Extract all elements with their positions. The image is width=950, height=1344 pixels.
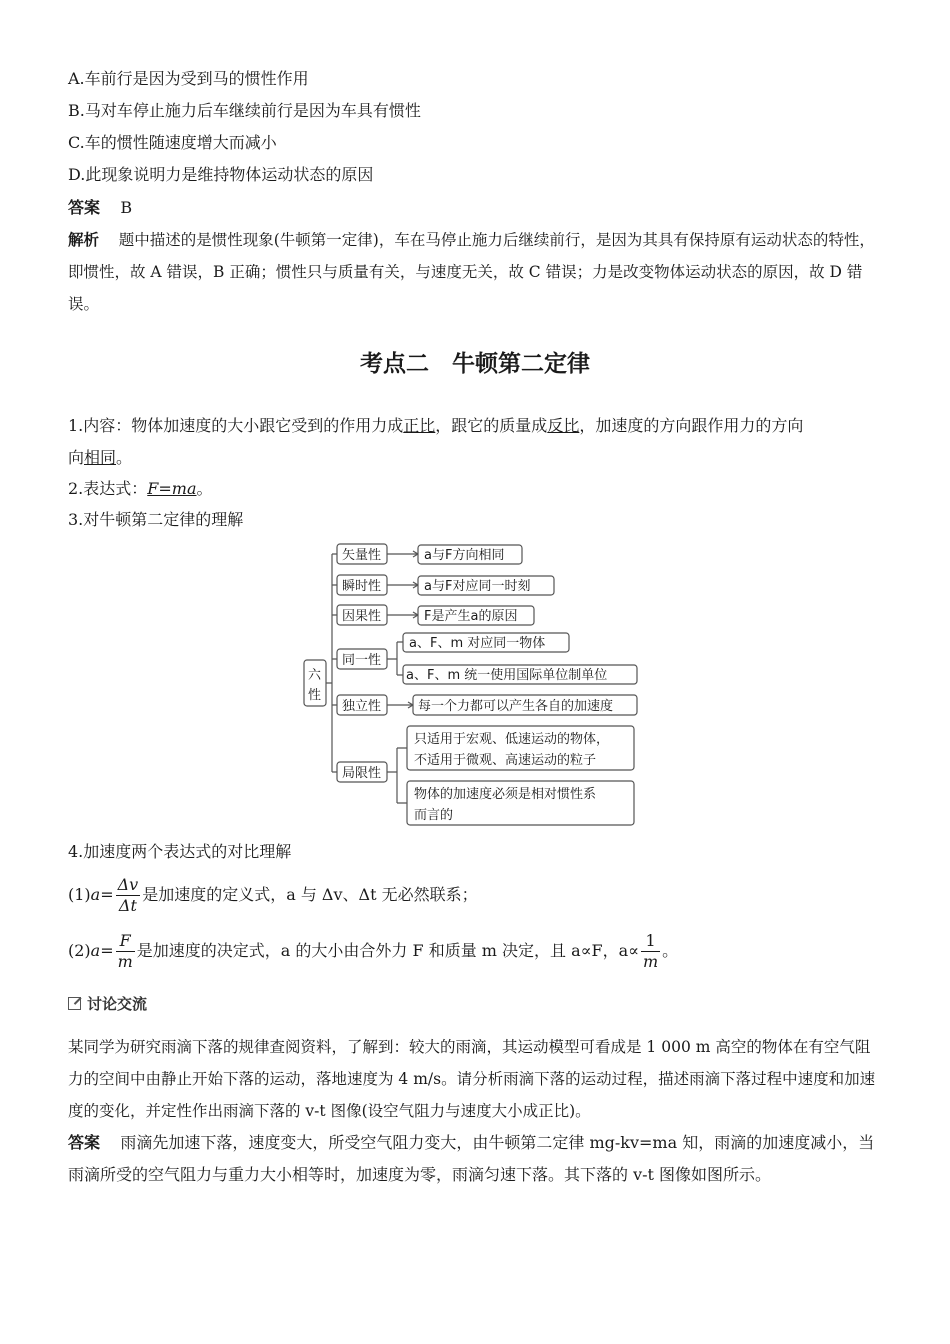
edit-icon [68,997,81,1010]
arrow-causal [387,612,418,618]
expr-2-text: 是加速度的决定式，a 的大小由合外力 F 和质量 m 决定，且 a∝F，a∝ [136,941,639,960]
discussion-answer-label: 答案 [68,1133,101,1152]
underline-proportional: 正比 [403,416,436,435]
formula-fma: F=ma [147,479,197,498]
expr-2-lhs: a= [90,941,114,960]
detail-limit1a: 只适用于宏观、低速运动的物体， [414,732,610,747]
point-4: 4.加速度两个表达式的对比理解 [68,842,292,861]
detail-same2: a、F、m 统一使用国际单位制单位 [406,668,608,683]
prop-instant: 瞬时性 [342,579,382,594]
discussion-heading [68,994,147,1014]
answer-value: B [120,198,133,217]
answer-line [68,198,132,218]
discussion-answer-text: 雨滴先加速下落，速度变大，所受空气阻力变大，由牛顿第二定律 mg-kv=ma 知，雨滴的加速度减小，当雨滴所受的空气阻力与重力大小相等时，加速度为零，雨滴匀速下落。其下落的 v-t 图像如图所示。 [68,1133,875,1184]
point-1-end: 。 [116,448,133,467]
fraction-denominator: m [642,952,659,971]
analysis-paragraph [68,224,884,320]
fraction-dv-dt [116,875,141,916]
expr-1-text: 是加速度的定义式，a 与 Δv、Δt 无必然联系； [142,885,478,904]
fraction-numerator: Δv [117,875,139,894]
detail-limit1b: 不适用于微观、高速运动的粒子 [414,753,597,768]
expr-1-prefix: (1) [68,885,91,904]
discussion-answer [68,1127,884,1191]
prop-limit: 局限性 [342,766,382,781]
point-1-rest: ，加速度的方向跟作用力的方向 [579,416,804,435]
arrow-instant [387,582,418,588]
expr-1 [68,872,478,918]
fraction-numerator: F [116,931,135,952]
expr-2-end: 。 [662,941,679,960]
point-2 [68,479,213,499]
underline-inverse: 反比 [547,416,580,435]
fraction-numerator: 1 [641,931,660,952]
option-d: D.此现象说明力是维持物体运动状态的原因 [68,165,374,184]
section-title: 考点二 牛顿第二定律 [360,351,590,377]
detail-instant: a与F对应同一时刻 [424,579,531,594]
arrow-vector [387,551,418,557]
point-1-text: 1.内容：物体加速度的大小跟它受到的作用力成 [68,416,404,435]
analysis-text: 题中描述的是惯性现象(牛顿第一定律)，车在马停止施力后继续前行，是因为其具有保持原有运动状态的特性，即惯性，故 A 错误，B 正确；惯性只与质量有关，与速度无关，故 C 错误；力是改变物体运动状态的原因，故 D 错误。 [68,231,875,313]
prop-indep: 独立性 [342,699,382,714]
detail-causal: F是产生a的原因 [424,609,518,624]
option-a: A.车前行是因为受到马的惯性作用 [68,69,309,88]
root-char-1: 六 [308,668,322,683]
fraction-1-m [641,931,660,972]
detail-limit2b: 而言的 [414,808,454,823]
bracket-same [387,642,403,675]
answer-label: 答案 [68,198,101,217]
option-c: C.车的惯性随速度增大而减小 [68,133,277,152]
point-1-mid: ，跟它的质量成 [435,416,548,435]
prop-same: 同一性 [342,653,382,668]
point-3: 3.对牛顿第二定律的理解 [68,510,244,529]
fraction-denominator: Δt [118,896,137,915]
arrow-indep [387,702,413,708]
expr-2-prefix: (2) [68,941,91,960]
expr-2 [68,928,678,974]
point-1-line2: 向 [68,448,85,467]
underline-same: 相同 [84,448,117,467]
prop-vector: 矢量性 [342,548,382,563]
point-2-end: 。 [196,479,213,498]
detail-vector: a与F方向相同 [424,548,505,563]
prop-causal: 因果性 [342,609,382,624]
root-char-2: 性 [308,688,322,703]
option-b: B.马对车停止施力后车继续前行是因为车具有惯性 [68,101,421,120]
detail-indep: 每一个力都可以产生各自的加速度 [418,699,614,714]
analysis-label: 解析 [68,231,100,249]
point-2-label: 2.表达式： [68,479,148,498]
discussion-body: 某同学为研究雨滴下落的规律查阅资料，了解到：较大的雨滴，其运动模型可看成是 1 000 m 高空的物体在有空气阻力的空间中由静止开始下落的运动，落地速度为 4 m/s。请分析雨滴下落的运动过程，描述雨滴下落过程中速度和加速度的变化，并定性作出雨滴下落的 v-t 图像(设空气阻力与速度大小成正比)。 [68,1038,876,1120]
discussion-heading-text: 讨论交流 [87,995,148,1013]
detail-same1: a、F、m 对应同一物体 [409,636,546,651]
fraction-f-m [116,931,135,972]
fraction-denominator: m [117,952,133,971]
point-1 [68,410,884,474]
six-properties-mindmap [300,540,645,830]
bracket-limit [387,748,407,803]
expr-1-lhs: a= [90,885,114,904]
root-bracket [326,554,337,772]
detail-limit2a: 物体的加速度必须是相对惯性系 [414,787,597,802]
